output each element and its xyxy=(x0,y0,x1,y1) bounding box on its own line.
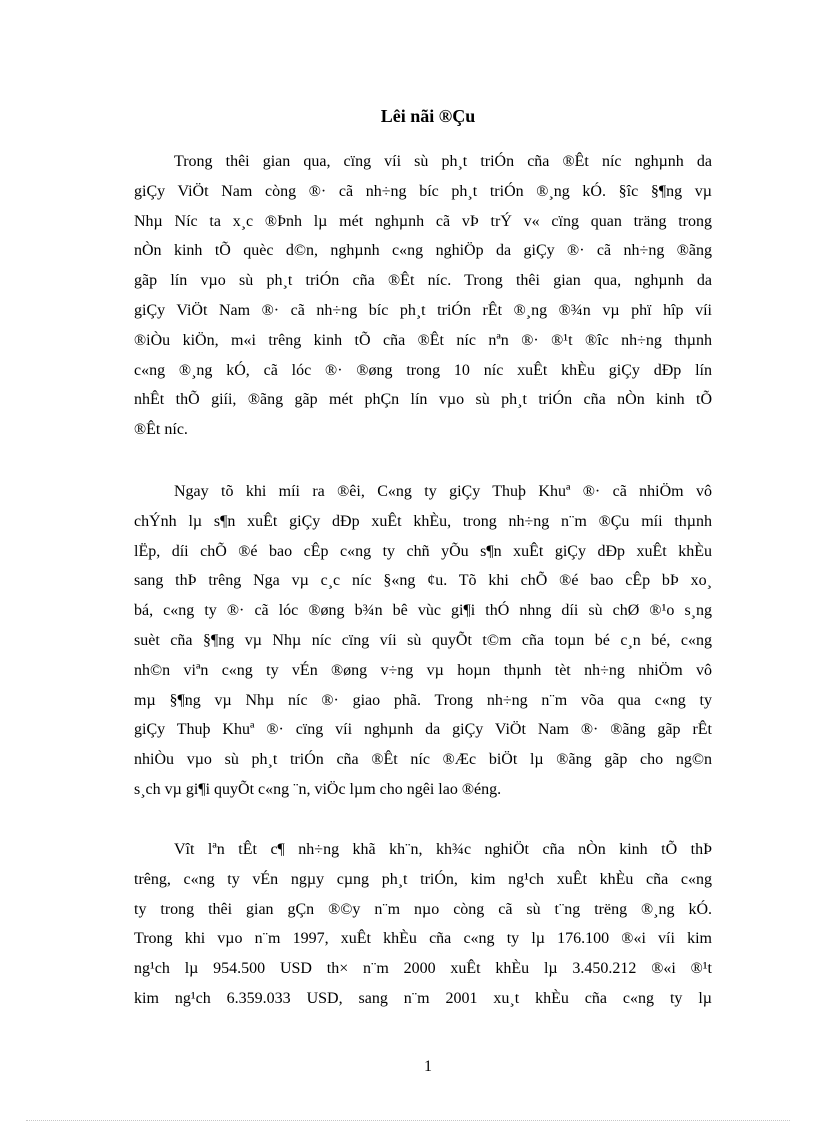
paragraph-line: bá, c«ng ty ®· cã lóc ®øng b¾n bê vùc gi¶i thÓ nhng díi sù chØ ®¹o s¸ng xyxy=(134,602,712,620)
paragraph-line: Trong khi vµo n¨m 1997, xuÊt khÈu cña c«ng ty lµ 176.100 ®«i víi kim xyxy=(134,930,712,948)
paragraph-line: s¸ch vµ gi¶i quyÕt c«ng ¨n, viÖc lµm cho ngêi lao ®éng. xyxy=(134,780,502,798)
paragraph-3 xyxy=(134,835,712,1014)
paragraph-line: Ngay tõ khi míi ra ®êi, C«ng ty giÇy Thuþ Khuª ®· cã nhiÖm vô xyxy=(174,483,712,500)
paragraph-line: gãp lín vµo sù ph¸t triÓn cña ®Êt níc. Trong thêi gian qua, nghµnh da xyxy=(134,272,712,290)
paragraph-line: giÇy ViÖt Nam còng ®· cã nh÷ng bíc ph¸t triÓn ®¸ng kÓ. §îc §¶ng vµ xyxy=(134,182,712,200)
paragraph-line: trêng, c«ng ty vÉn ngµy cµng ph¸t triÓn, kim ng¹ch xuÊt khÈu cña c«ng xyxy=(134,870,712,888)
paragraph-line: nhiÒu vµo sù ph¸t triÓn cña ®Êt níc ®Æc biÖt lµ ®ãng gãp cho ng©n xyxy=(134,751,712,769)
paragraph-line: nh©n viªn c«ng ty vÉn ®øng v÷ng vµ hoµn thµnh tèt nh÷ng nhiÖm vô xyxy=(134,661,712,679)
paragraph-line: ®Êt níc. xyxy=(134,421,188,439)
paragraph-line: ®iÒu kiÖn, m«i trêng kinh tÕ cña ®Êt níc nªn ®· ®¹t ®îc nh÷ng thµnh xyxy=(134,331,712,349)
paragraph-line: Vît lªn tÊt c¶ nh÷ng khã kh¨n, kh¾c nghiÖt cña nÒn kinh tÕ thÞ xyxy=(174,841,712,858)
paragraph-line: kim ng¹ch 6.359.033 USD, sang n¨m 2001 xu¸t khÈu cña c«ng ty lµ xyxy=(134,989,712,1007)
paragraph-line: chÝnh lµ s¶n xuÊt giÇy dÐp xuÊt khÈu, trong nh÷ng n¨m ®Çu míi thµnh xyxy=(134,512,712,530)
paragraph-line: c«ng ®¸ng kÓ, cã lóc ®· ®øng trong 10 níc xuÊt khÈu giÇy dÐp lín xyxy=(134,361,712,379)
page-bottom-divider xyxy=(26,1120,790,1121)
paragraph-line: ng¹ch lµ 954.500 USD th× n¨m 2000 xuÊt khÈu lµ 3.450.212 ®«i ®¹t xyxy=(134,960,712,978)
paragraph-2 xyxy=(134,477,712,805)
page-number: 1 xyxy=(424,1058,432,1075)
paragraph-line: lËp, díi chÕ ®é bao cÊp c«ng ty chñ yÕu s¶n xuÊt giÇy dÐp xuÊt khÈu xyxy=(134,542,712,560)
paragraph-line: nhÊt thÕ giíi, ®ãng gãp mét phÇn lín vµo sù ph¸t triÓn cña nÒn kinh tÕ xyxy=(134,391,712,409)
paragraph-line: sang thÞ trêng Nga vµ c¸c níc §«ng ¢u. Tõ khi chÕ ®é bao cÊp bÞ xo¸ xyxy=(134,572,712,590)
paragraph-1 xyxy=(134,147,712,445)
paragraph-line: mµ §¶ng vµ Nhµ níc ®· giao phã. Trong nh÷ng n¨m võa qua c«ng ty xyxy=(134,691,712,709)
paragraph-line: suèt cña §¶ng vµ Nhµ níc cïng víi sù quyÕt t©m cña toµn bé c¸n bé, c«ng xyxy=(134,631,712,649)
paragraph-line: giÇy ViÖt Nam ®· cã nh÷ng bíc ph¸t triÓn rÊt ®¸ng ®¾n vµ phï hîp víi xyxy=(134,301,712,319)
paragraph-line: Nhµ Níc ta x¸c ®Þnh lµ mét nghµnh cã vÞ trÝ v« cïng quan träng trong xyxy=(134,212,712,230)
paragraph-line: ty trong thêi gian gÇn ®©y n¨m nµo còng cã sù t¨ng trëng ®¸ng kÓ. xyxy=(134,900,712,918)
document-title: Lêi nãi ®Çu xyxy=(380,106,476,126)
paragraph-line: Trong thêi gian qua, cïng víi sù ph¸t triÓn cña ®Êt níc nghµnh da xyxy=(174,153,712,170)
paragraph-line: giÇy Thuþ Khuª ®· cïng víi nghµnh da giÇy ViÖt Nam ®· ®ãng gãp rÊt xyxy=(134,721,712,739)
paragraph-line: nÒn kinh tÕ quèc d©n, nghµnh c«ng nghiÖp da giÇy ®· cã nh÷ng ®ãng xyxy=(134,242,712,260)
